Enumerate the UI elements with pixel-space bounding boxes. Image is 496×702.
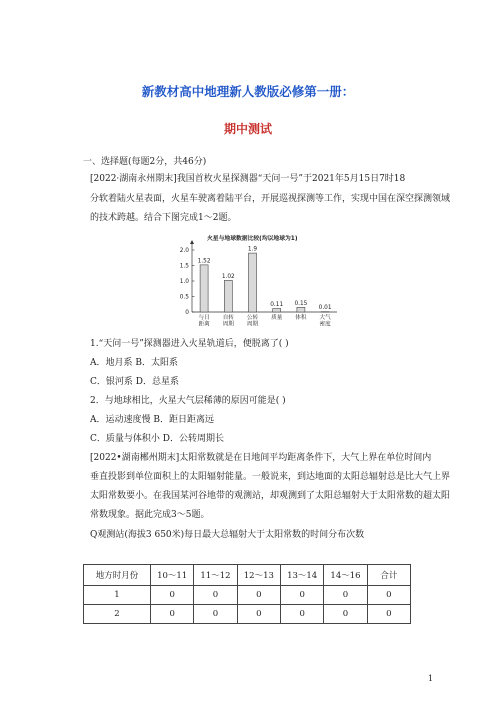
y-tick-label: 0.5	[179, 294, 189, 301]
paragraph-1-line: 的技术跨越。结合下图完成1～2题。	[90, 213, 237, 223]
bar-value-label: 1.9	[247, 246, 258, 253]
question-2: 2．与地球相比，火星大气层稀薄的原因可能是( )	[90, 396, 286, 406]
paragraph-1-line: [2022·湖南永州期末]我国首枚火星探测器“天问一号”于2021年5月15日7时18	[90, 174, 406, 184]
y-tick-label: 2.0	[179, 248, 189, 254]
paragraph-1-line: 分软着陆火星表面，火星车驶离着陆平台，开展巡视探测等工作，实现中国在深空探测领域	[90, 194, 451, 204]
bar-value-label: 1.52	[197, 258, 211, 265]
table-cell: 0	[151, 586, 194, 605]
question-1: 1.“天问一号”探测器进入火星轨道后，便脱离了( )	[90, 339, 289, 349]
question-1-options-cd: C．银河系 D．总星系	[90, 377, 179, 387]
bar	[297, 307, 305, 312]
table-cell: 0	[237, 605, 280, 624]
table-caption: Q观测站(海拔3 650米)每日最大总辐射大于太阳常数的时间分布次数	[90, 530, 365, 540]
bar-value-label: 0.11	[270, 302, 284, 309]
document-subtitle: 期中测试	[223, 122, 272, 136]
category-label: 质量	[271, 315, 283, 321]
table-cell: 0	[194, 605, 237, 624]
category-label: 自转	[222, 315, 234, 321]
mars-earth-bar-chart	[171, 232, 339, 332]
document-title: 新教材高中地理新人教版必修第一册：	[141, 84, 355, 99]
table-header-cell: 11～12	[194, 565, 237, 586]
question-2-options-cd: C．质量与体积小 D．公转周期长	[90, 434, 224, 444]
bar	[224, 280, 232, 312]
bar	[321, 312, 329, 313]
table-row	[84, 586, 411, 605]
table-cell: 0	[324, 605, 367, 624]
bar-value-label: 0.01	[318, 305, 332, 312]
table-cell: 0	[280, 605, 323, 624]
table-cell: 0	[367, 605, 410, 624]
table-header-row	[84, 565, 411, 586]
paragraph-2-line: 太阳常数要小。在我国某河谷地带的观测站，却观测到了太阳总辐射大于太阳常数的超太阳	[90, 491, 451, 501]
radiation-table	[83, 564, 411, 624]
paragraph-2-line: 垂直投影到单位面积上的太阳辐射能量。一般说来，到达地面的太阳总辐射总是比大气上界	[90, 472, 451, 482]
table-cell: 1	[84, 586, 151, 605]
question-1-options-ab: A．地月系 B．太阳系	[90, 358, 178, 368]
category-label: 周期	[246, 321, 259, 328]
category-label: 体积	[295, 315, 307, 321]
table-header-cell: 12～13	[237, 565, 280, 586]
table-cell: 0	[237, 586, 280, 605]
y-tick-label: 0	[185, 310, 189, 316]
category-label: 与日	[198, 315, 210, 321]
y-axis	[190, 240, 194, 312]
table-row	[84, 605, 411, 624]
bar	[273, 309, 281, 312]
table-cell: 0	[151, 605, 194, 624]
table-header-cell: 10～11	[151, 565, 194, 586]
bar-value-label: 1.02	[221, 273, 235, 280]
paragraph-2-line: [2022•湖南郴州期末]太阳常数就是在日地间平均距离条件下，大气上界在单位时间内	[90, 453, 432, 463]
y-tick-label: 1.5	[179, 263, 189, 270]
table-cell: 0	[194, 586, 237, 605]
category-label: 距离	[198, 321, 210, 328]
category-label: 大气	[319, 315, 331, 321]
y-tick-label: 1.0	[179, 279, 189, 285]
table-header-cell: 13～14	[280, 565, 323, 586]
chart-title: 火星与地球数据比较(均以地球为1)	[207, 236, 298, 242]
section-heading: 一、选择题(每题2分，共46分)	[83, 157, 207, 167]
category-label: 周期	[222, 321, 234, 328]
table-header-cell: 合计	[367, 565, 410, 586]
question-2-options-ab: A．运动速度慢 B．距日距离远	[90, 415, 214, 425]
bar	[200, 265, 208, 312]
paragraph-2-line: 常数现象。据此完成3～5题。	[90, 510, 210, 520]
category-label: 公转	[246, 315, 259, 321]
table-cell: 0	[367, 586, 410, 605]
page-number: 1	[428, 674, 434, 683]
bar-value-label: 0.15	[294, 300, 308, 307]
table-header-cell: 14～16	[324, 565, 367, 586]
table-cell: 0	[280, 586, 323, 605]
category-label: 密度	[319, 321, 331, 328]
table-cell: 2	[84, 605, 151, 624]
table-header-cell: 地方时月份	[84, 565, 151, 586]
table-cell: 0	[324, 586, 367, 605]
bar	[249, 253, 257, 312]
